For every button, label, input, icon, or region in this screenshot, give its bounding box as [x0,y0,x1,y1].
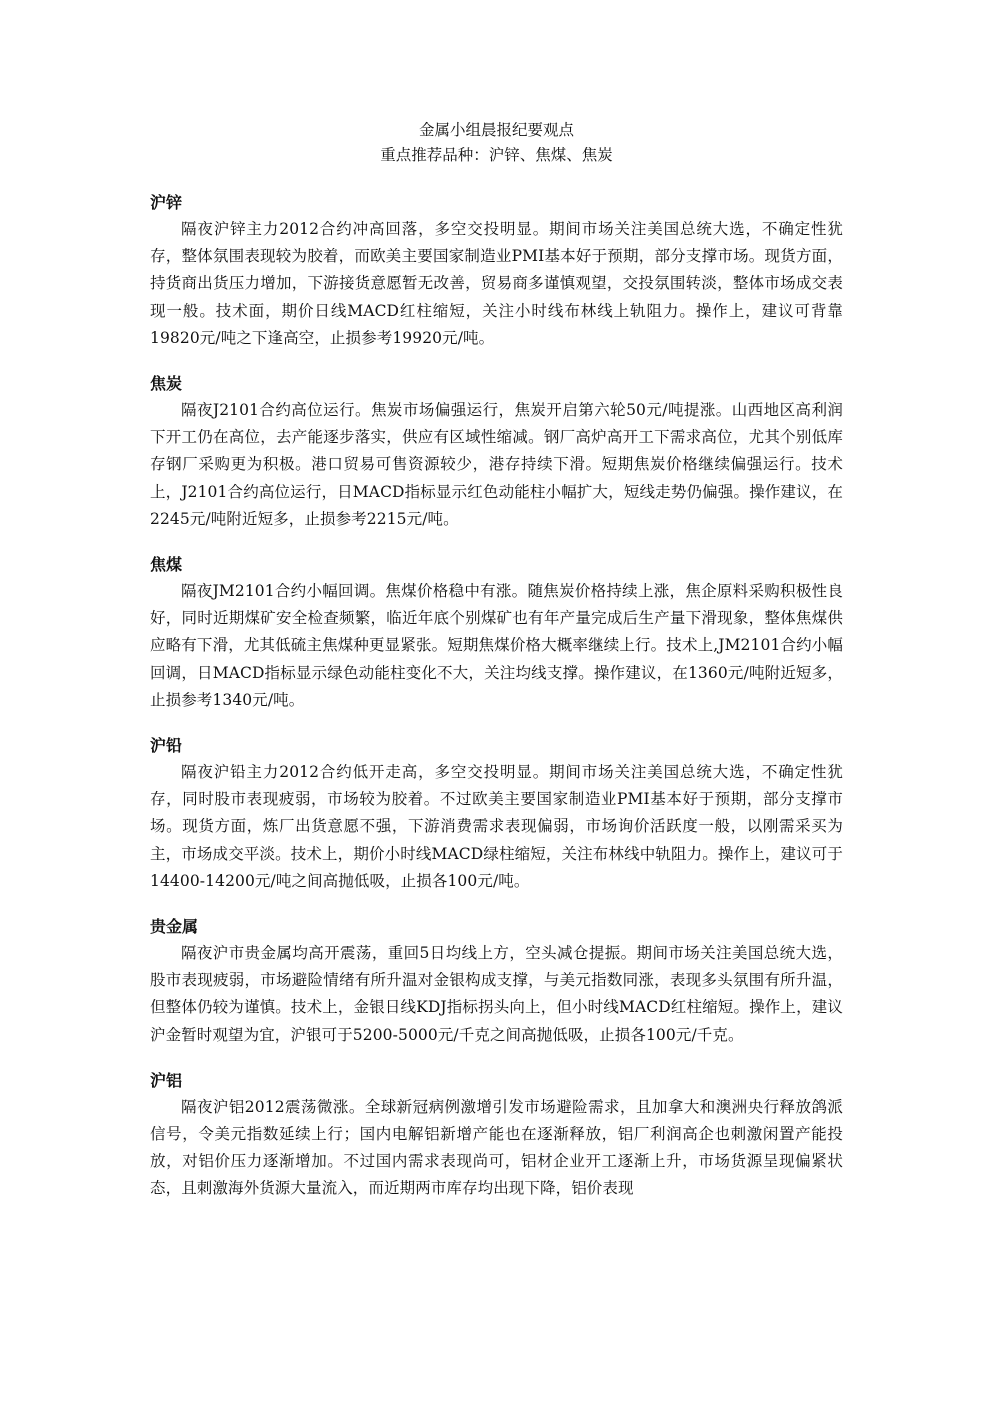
report-subtitle: 重点推荐品种：沪锌、焦煤、焦炭 [380,146,613,164]
section-body-aluminum: 隔夜沪铝2012震荡微涨。全球新冠病例激增引发市场避险需求，且加拿大和澳洲央行释放鸽派信号，令美元指数延续上行；国内电解铝新增产能也在逐渐释放，铝厂利润高企也刺激闲置产能投放，对铝价压力逐渐增加。不过国内需求表现尚可，铝材企业开工逐渐上升，市场货源呈现偏紧状态，且刺激海外货源大量流入，而近期两市库存均出现下降，铝价表现 [150,1097,843,1198]
section-heading-coke: 焦炭 [150,374,183,394]
section-heading-aluminum: 沪铝 [150,1070,183,1090]
section-body-precious-metals: 隔夜沪市贵金属均高开震荡，重回5日均线上方，空头减仓提振。期间市场关注美国总统大选，股市表现疲弱，市场避险情绪有所升温对金银构成支撑，与美元指数同涨，表现多头氛围有所升温，但整体仍较为谨慎。技术上，金银日线KDJ指标拐头向上，但小时线MACD红柱缩短。操作上，建议沪金暂时观望为宜，沪银可于5200-5000元/千克之间高抛低吸，止损各100元/千克。 [150,944,843,1044]
section-heading-zinc: 沪锌 [150,193,183,212]
section-lead [150,733,843,895]
section-body-lead: 隔夜沪铅主力2012合约低开走高，多空交投明显。期间市场关注美国总统大选，不确定性犹存，同时股市表现疲弱，市场较为胶着。不过欧美主要国家制造业PMI基本好于预期，部分支撑市场。现货方面，炼厂出货意愿不强，下游消费需求表现偏弱，市场询价活跃度一般，以刚需采买为主，市场成交平淡。技术上，期价小时线MACD绿柱缩短，关注布林线中轨阻力。操作上，建议可于14400-14200元/吨之间高抛低吸，止损各100元/吨。 [150,763,843,890]
report-title: 金属小组晨报纪要观点 [418,121,574,139]
section-body-coking-coal: 隔夜JM2101合约小幅回调。焦煤价格稳中有涨。随焦炭价格持续上涨，焦企原料采购积极性良好，同时近期煤矿安全检查频繁，临近年底个别煤矿也有年产量完成后生产量下滑现象，整体焦煤供应略有下滑，尤其低硫主焦煤种更显紧张。短期焦煤价格大概率继续上行。技术上,JM2101合约小幅回调，日MACD指标显示绿色动能柱变化不大，关注均线支撑。操作建议，在1360元/吨附近短多，止损参考1340元/吨。 [150,582,843,709]
section-body-coke: 隔夜J2101合约高位运行。焦炭市场偏强运行，焦炭开启第六轮50元/吨提涨。山西地区高利润下开工仍在高位，去产能逐步落实，供应有区域性缩减。钢厂高炉高开工下需求高位，尤其个别低库存钢厂采购更为积极。港口贸易可售资源较少，港存持续下滑。短期焦炭价格继续偏强运行。技术上，J2101合约高位运行，日MACD指标显示红色动能柱小幅扩大，短线走势仍偏强。操作建议，在2245元/吨附近短多，止损参考2215元/吨。 [150,401,843,528]
section-zinc [150,190,843,352]
section-heading-coking-coal: 焦煤 [150,555,183,575]
section-precious-metals [150,914,843,1049]
report-page [150,118,843,1222]
section-coking-coal [150,552,843,714]
report-header [150,118,843,168]
section-body-zinc: 隔夜沪锌主力2012合约冲高回落，多空交投明显。期间市场关注美国总统大选，不确定性犹存，整体氛围表现较为胶着，而欧美主要国家制造业PMI基本好于预期，部分支撑市场。现货方面，持货商出货压力增加，下游接货意愿暂无改善，贸易商多谨慎观望，交投氛围转淡，整体市场成交表现一般。技术面，期价日线MACD红柱缩短，关注小时线布林线上轨阻力。操作上，建议可背靠19820元/吨之下逢高空，止损参考19920元/吨。 [150,220,843,347]
section-aluminum [150,1068,843,1203]
section-coke [150,371,843,533]
section-heading-lead: 沪铅 [150,736,183,756]
section-heading-precious-metals: 贵金属 [150,917,199,937]
